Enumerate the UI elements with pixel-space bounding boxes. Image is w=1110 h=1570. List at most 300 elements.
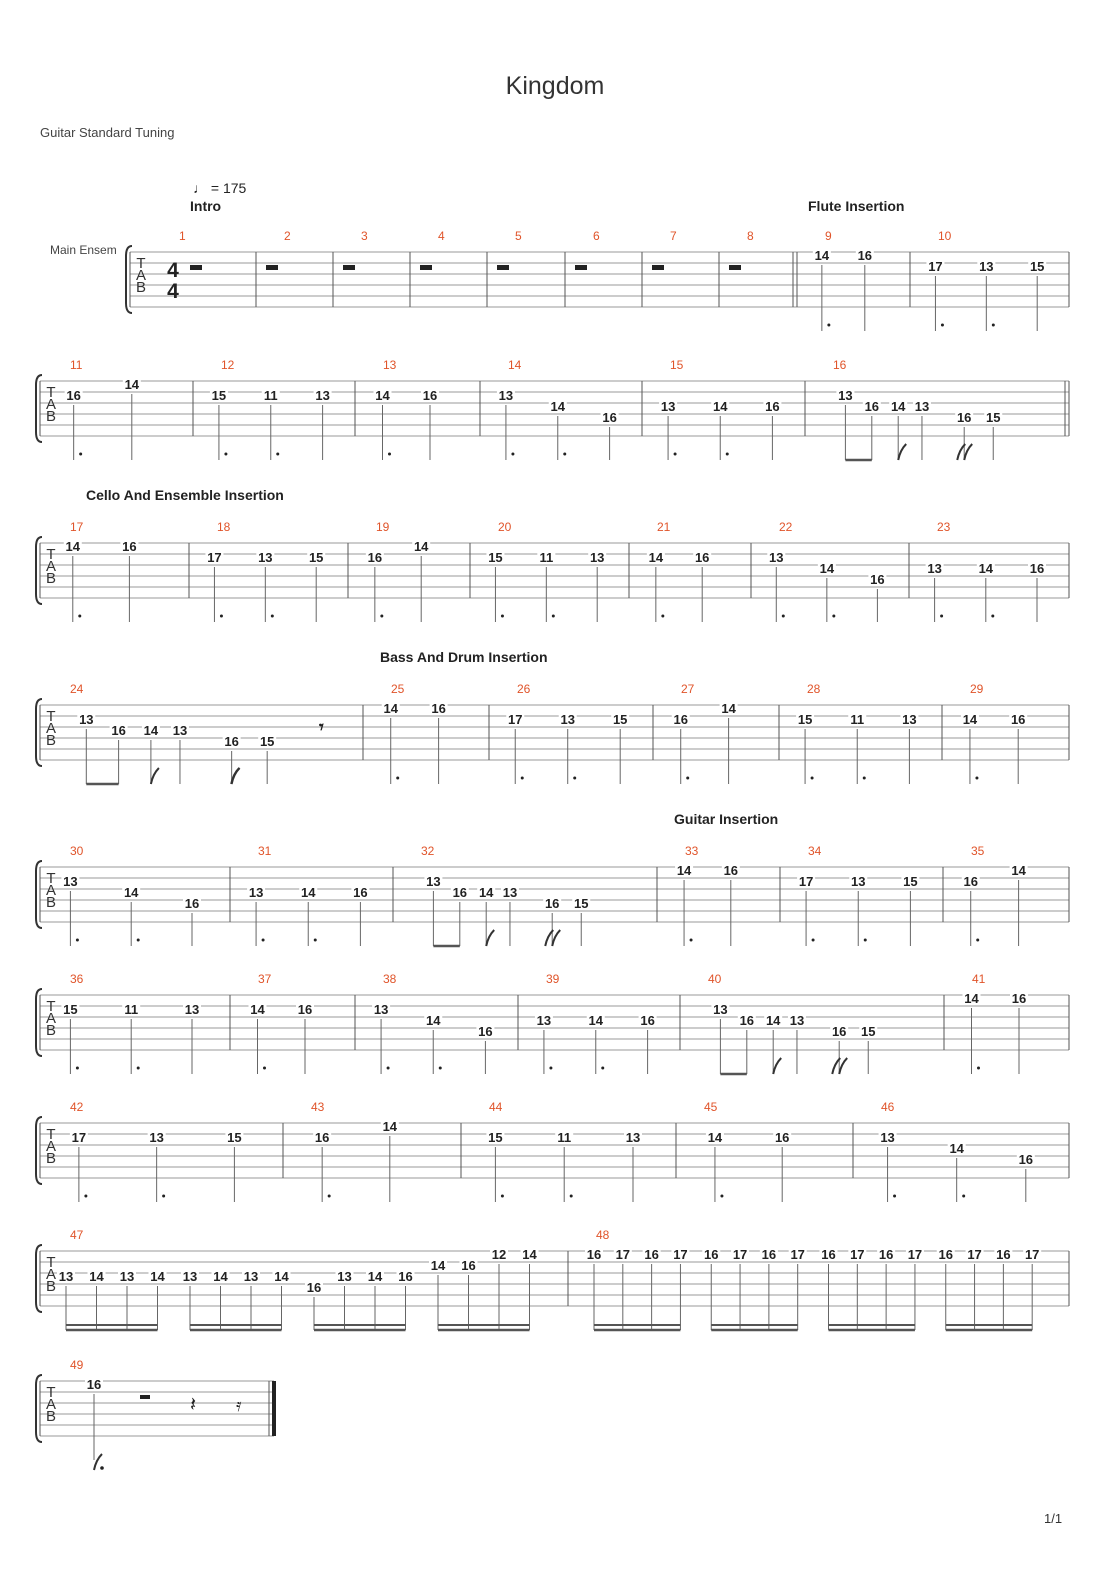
fret-number: 15 [612,712,628,727]
rhythm-dot [992,324,995,327]
fret-number: 16 [774,1130,790,1145]
section-label: Intro [190,198,222,214]
measure-number: 38 [383,972,397,986]
tab-clef-letter: B [45,1408,57,1425]
measure-number: 30 [70,844,84,858]
fret-number: 16 [398,1269,413,1284]
rhythm-dot [224,453,227,456]
measure-number: 23 [937,520,951,534]
measure-number: 41 [972,972,986,986]
time-signature-top: 4 [167,259,179,282]
rhythm-dot [811,777,814,780]
measure-number: 49 [70,1358,84,1372]
rhythm-dot [76,939,79,942]
system-bracket [36,1245,42,1312]
fret-number: 15 [574,896,589,911]
system-bracket [36,699,42,766]
tab-clef-letter: A [45,1266,57,1283]
fret-number: 14 [962,712,978,727]
tab-clef-letter: A [45,720,57,737]
fret-number: 15 [488,1130,503,1145]
fret-number: 15 [903,874,918,889]
rhythm-dot [387,1067,390,1070]
measure-number: 12 [221,358,235,372]
rhythm-dot [573,777,576,780]
rhythm-dot [263,1067,266,1070]
rhythm-dot [76,1067,79,1070]
measure-number: 37 [258,972,272,986]
fret-number: 11 [539,550,554,565]
fret-number: 16 [478,1024,493,1039]
fret-number: 16 [831,1024,847,1039]
tab-clef-letter: T [46,1254,56,1271]
fret-number: 16 [1029,561,1045,576]
whole-rest [575,265,587,270]
rhythm-dot [827,324,830,327]
fret-number: 13 [851,874,866,889]
measure-number: 2 [284,229,291,243]
fret-number: 14 [301,885,316,900]
fret-number: 14 [143,723,159,738]
rhythm-dot [940,615,943,618]
fret-number: 14 [522,1247,537,1262]
fret-number: 16 [857,248,873,263]
fret-number: 13 [149,1130,164,1145]
rhythm-dot [782,615,785,618]
fret-number: 16 [870,572,885,587]
fret-number: 16 [765,399,780,414]
rhythm-dot [977,1067,980,1070]
tab-clef-letter: A [45,1138,57,1155]
measure-number: 32 [421,844,435,858]
measure-number: 33 [685,844,699,858]
tuning-label: Guitar Standard Tuning [40,125,175,140]
system-bracket [36,861,42,928]
eighth-flag [151,768,159,784]
system-bracket [36,1117,42,1184]
fret-number: 16 [821,1247,836,1262]
tab-clef-letter: A [135,267,147,284]
measure-number: 21 [657,520,671,534]
fret-number: 16 [431,701,446,716]
fret-number: 15 [259,734,275,749]
fret-number: 14 [274,1269,289,1284]
system-bracket [36,989,42,1056]
rhythm-dot [271,615,274,618]
measure-number: 47 [70,1228,84,1242]
fret-number: 16 [996,1247,1011,1262]
whole-rest [190,265,202,270]
measure-number: 26 [517,682,531,696]
measure-number: 24 [70,682,84,696]
fret-number: 16 [122,539,137,554]
whole-rest [266,265,278,270]
fret-number: 16 [956,410,972,425]
fret-number: 15 [861,1024,876,1039]
measure-number: 27 [681,682,695,696]
fret-number: 13 [63,874,78,889]
tempo-value: = 175 [210,180,247,196]
fret-number: 16 [694,550,710,565]
fret-number: 14 [707,1130,723,1145]
rhythm-dot [388,453,391,456]
measure-number: 7 [670,229,677,243]
measure-number: 20 [498,520,512,534]
rhythm-dot [726,453,729,456]
measure-number: 28 [807,682,821,696]
fret-number: 16 [66,388,81,403]
rhythm-dot [78,615,81,618]
fret-number: 17 [928,259,943,274]
rhythm-dot [975,777,978,780]
fret-number: 17 [615,1247,631,1262]
rhythm-dot [511,453,514,456]
rhythm-dot [549,1067,552,1070]
measure-number: 6 [593,229,600,243]
fret-number: 16 [184,896,200,911]
fret-number: 17 [798,874,814,889]
rhythm-dot [864,939,867,942]
fret-number: 14 [383,701,398,716]
fret-number: 16 [367,550,383,565]
fret-number: 17 [1024,1247,1040,1262]
fret-number: 15 [227,1130,242,1145]
rhythm-dot [720,1195,723,1198]
fret-number: 16 [704,1247,719,1262]
measure-number: 44 [489,1100,503,1114]
fret-number: 13 [184,1002,200,1017]
tab-clef-letter: A [45,1010,57,1027]
fret-number: 14 [964,991,979,1006]
fret-number: 13 [880,1130,895,1145]
fret-number: 13 [248,885,264,900]
fret-number: 13 [373,1002,389,1017]
fret-number: 16 [878,1247,894,1262]
rhythm-dot [501,615,504,618]
fret-number: 14 [713,399,728,414]
fret-number: 13 [243,1269,259,1284]
fret-number: 17 [907,1247,923,1262]
measure-number: 36 [70,972,84,986]
measure-number: 10 [938,229,952,243]
measure-number: 8 [747,229,754,243]
system-bracket [126,246,132,313]
fret-number: 13 [426,874,441,889]
tab-clef-letter: T [46,1126,56,1143]
rhythm-dot [661,615,664,618]
fret-number: 16 [938,1247,953,1262]
fret-number: 15 [1029,259,1045,274]
rhythm-dot [396,777,399,780]
fret-number: 14 [213,1269,228,1284]
fret-number: 13 [789,1013,805,1028]
fret-number: 13 [927,561,942,576]
fret-number: 14 [65,539,81,554]
rhythm-dot [501,1195,504,1198]
fret-number: 16 [297,1002,313,1017]
fret-number: 13 [172,723,188,738]
fret-number: 16 [586,1247,602,1262]
system-bracket [36,375,42,442]
rhythm-dot [79,453,82,456]
fret-number: 13 [914,399,930,414]
fret-number: 13 [119,1269,135,1284]
fret-number: 13 [589,550,605,565]
fret-number: 14 [430,1258,446,1273]
rhythm-dot [563,453,566,456]
fret-number: 11 [263,388,278,403]
whole-rest [497,265,509,270]
fret-number: 14 [89,1269,104,1284]
eighth-flag [898,444,906,460]
tab-clef-letter: A [45,558,57,575]
rhythm-dot [314,939,317,942]
measure-number: 35 [971,844,985,858]
tab-clef-letter: B [45,894,57,911]
fret-number: 11 [557,1130,572,1145]
fret-number: 16 [963,874,978,889]
fret-number: 14 [382,1119,398,1134]
rhythm-dot [162,1195,165,1198]
fret-number: 17 [207,550,222,565]
fret-number: 13 [536,1013,552,1028]
fret-number: 14 [478,885,494,900]
instrument-label: Main Ensem [50,243,117,257]
rhythm-dot [84,1195,87,1198]
rhythm-dot [100,1466,104,1470]
eighth-flag [552,930,560,946]
fret-number: 13 [337,1269,352,1284]
quarter-note-icon: ♩ [193,180,207,196]
tab-clef-letter: B [45,1150,57,1167]
measure-number: 17 [70,520,84,534]
rhythm-dot [991,615,994,618]
fret-number: 14 [550,399,565,414]
measure-number: 31 [258,844,272,858]
fret-number: 16 [353,885,368,900]
measure-number: 13 [383,358,397,372]
fret-number: 16 [452,885,468,900]
rhythm-dot [686,777,689,780]
fret-number: 13 [79,712,94,727]
fret-number: 11 [124,1002,139,1017]
fret-number: 13 [182,1269,198,1284]
fret-number: 13 [258,550,273,565]
fret-number: 16 [723,863,739,878]
fret-number: 17 [673,1247,688,1262]
fret-number: 14 [814,248,830,263]
rhythm-dot [601,1067,604,1070]
fret-number: 11 [850,712,865,727]
fret-number: 14 [978,561,994,576]
measure-number: 16 [833,358,847,372]
fret-number: 17 [732,1247,748,1262]
fret-number: 14 [123,885,139,900]
fret-number: 13 [625,1130,641,1145]
tab-clef-letter: B [45,408,57,425]
whole-rest [343,265,355,270]
fret-number: 16 [314,1130,330,1145]
measure-number: 46 [881,1100,895,1114]
whole-rest [652,265,664,270]
section-label: Bass And Drum Insertion [380,649,548,665]
measure-number: 45 [704,1100,718,1114]
fret-number: 13 [979,259,994,274]
fret-number: 16 [761,1247,777,1262]
measure-number: 19 [376,520,390,534]
fret-number: 12 [491,1247,507,1262]
fret-number: 16 [224,734,239,749]
rhythm-dot [137,939,140,942]
fret-number: 14 [367,1269,383,1284]
eighth-flag [964,444,972,460]
tab-clef-letter: B [45,1022,57,1039]
measure-number: 5 [515,229,522,243]
measure-number: 1 [179,229,186,243]
fret-number: 17 [71,1130,87,1145]
fret-number: 16 [306,1280,322,1295]
fret-number: 14 [250,1002,265,1017]
rhythm-dot [552,615,555,618]
tab-clef-letter: A [45,396,57,413]
rhythm-dot [976,939,979,942]
measure-number: 40 [708,972,722,986]
fret-number: 16 [640,1013,655,1028]
fret-number: 17 [508,712,523,727]
measure-number: 4 [438,229,445,243]
rhythm-dot [137,1067,140,1070]
tab-clef-letter: B [45,732,57,749]
whole-rest [420,265,432,270]
score-title: Kingdom [505,72,605,100]
fret-number: 13 [58,1269,74,1284]
tab-clef-letter: T [46,546,56,563]
fret-number: 13 [660,399,676,414]
fret-number: 15 [63,1002,78,1017]
measure-number: 15 [670,358,684,372]
tab-clef-letter: B [135,279,147,296]
rhythm-dot [941,324,944,327]
system-bracket [36,1375,42,1442]
rhythm-dot [439,1067,442,1070]
measure-number: 43 [311,1100,325,1114]
fret-number: 15 [488,550,503,565]
fret-number: 13 [713,1002,728,1017]
measure-number: 25 [391,682,405,696]
fret-number: 16 [864,399,880,414]
rhythm-dot [962,1195,965,1198]
fret-number: 14 [426,1013,441,1028]
fret-number: 16 [422,388,438,403]
tab-clef-letter: B [45,1278,57,1295]
measure-number: 3 [361,229,368,243]
rhythm-dot [674,453,677,456]
section-label: Flute Insertion [808,198,905,214]
fret-number: 14 [819,561,835,576]
rhythm-dot [893,1195,896,1198]
eighth-flag [839,1058,847,1074]
fret-number: 14 [949,1141,964,1156]
rhythm-dot [570,1195,573,1198]
page-number: 1/1 [1044,1511,1063,1526]
system-bracket [36,537,42,604]
rhythm-dot [863,777,866,780]
measure-number: 11 [70,358,83,372]
fret-number: 16 [544,896,560,911]
measure-number: 9 [825,229,832,243]
whole-rest [729,265,741,270]
section-label: Guitar Insertion [674,811,779,827]
measure-number: 42 [70,1100,84,1114]
time-signature-bottom: 4 [167,280,179,303]
fret-number: 15 [986,410,1001,425]
fret-number: 16 [461,1258,476,1273]
fret-number: 15 [211,388,227,403]
fret-number: 14 [124,377,140,392]
tab-clef-letter: T [46,870,56,887]
fret-number: 16 [602,410,617,425]
measure-number: 18 [217,520,231,534]
tab-clef-letter: T [46,998,56,1015]
tab-clef-letter: T [136,255,146,272]
rhythm-dot [690,939,693,942]
measure-number: 29 [970,682,984,696]
half-rest [140,1395,150,1399]
fret-number: 16 [111,723,126,738]
fret-number: 13 [902,712,917,727]
fret-number: 14 [648,550,664,565]
fret-number: 14 [765,1013,781,1028]
tab-clef-letter: T [46,1384,56,1401]
fret-number: 17 [790,1247,805,1262]
fret-number: 13 [560,712,575,727]
fret-number: 16 [644,1247,659,1262]
rhythm-dot [220,615,223,618]
fret-number: 16 [739,1013,755,1028]
fret-number: 14 [676,863,692,878]
rhythm-dot [328,1195,331,1198]
measure-number: 22 [779,520,793,534]
tab-clef-letter: T [46,708,56,725]
fret-number: 16 [673,712,688,727]
fret-number: 13 [502,885,518,900]
fret-number: 13 [498,388,514,403]
rhythm-dot [276,453,279,456]
eighth-rest-icon: 𝄾 [319,717,324,737]
section-label: Cello And Ensemble Insertion [86,487,284,503]
fret-number: 16 [86,1377,102,1392]
fret-number: 14 [413,539,429,554]
fret-number: 14 [375,388,390,403]
rhythm-dot [521,777,524,780]
fret-number: 17 [967,1247,982,1262]
quarter-rest-icon: 𝄽 [190,1394,197,1416]
measure-number: 39 [546,972,560,986]
rhythm-dot [380,615,383,618]
tab-clef-letter: A [45,1396,57,1413]
fret-number: 14 [150,1269,165,1284]
fret-number: 13 [838,388,853,403]
fret-number: 15 [797,712,813,727]
fret-number: 13 [769,550,784,565]
tab-clef-letter: T [46,384,56,401]
fret-number: 13 [315,388,330,403]
fret-number: 14 [1011,863,1026,878]
fret-number: 16 [1011,991,1027,1006]
rhythm-dot [812,939,815,942]
tab-clef-letter: A [45,882,57,899]
rhythm-dot [832,615,835,618]
